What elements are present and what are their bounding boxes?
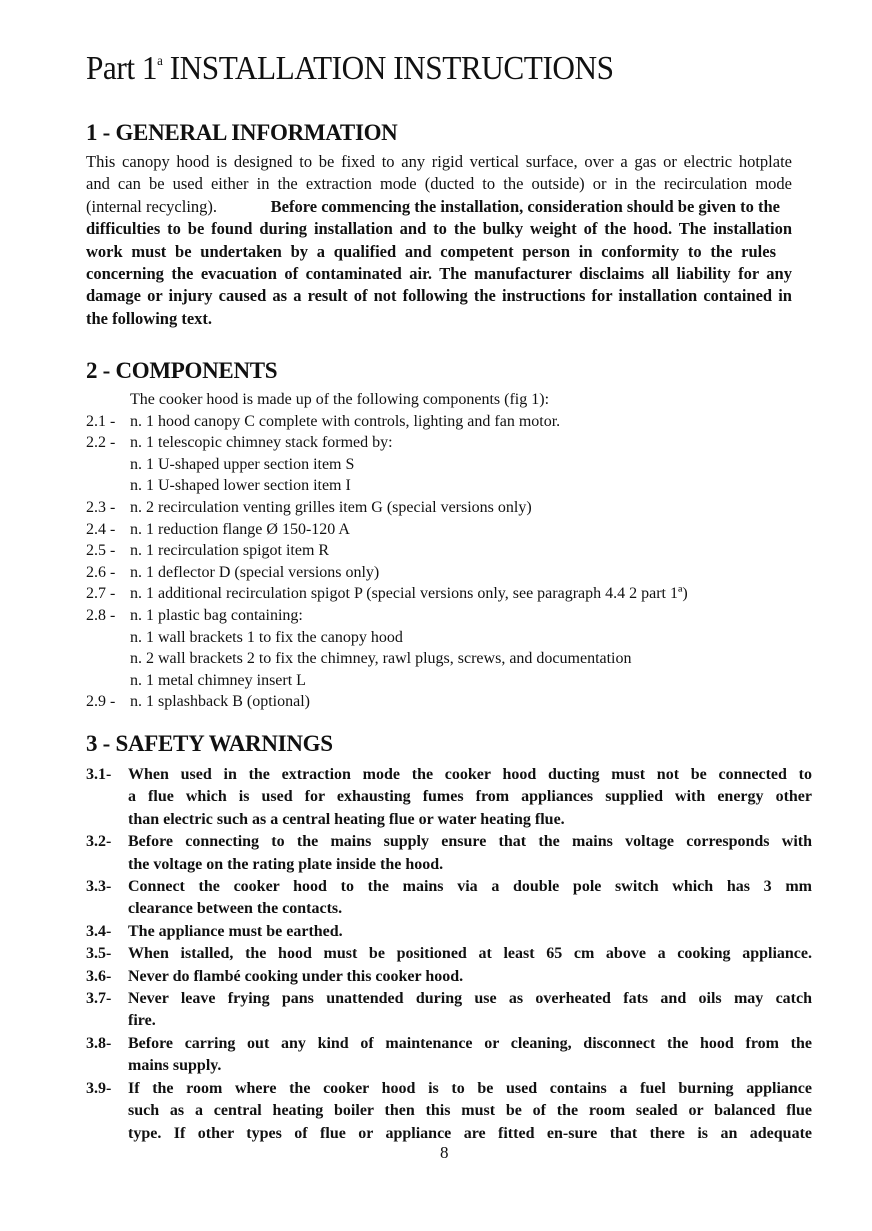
item-number [86,475,130,497]
text-line: difficulties to be found during installation and to the bulky weight of the hood. The installation [86,219,792,239]
item-text: n. 1 plastic bag containing: [130,606,303,624]
item-text: n. 2 recirculation venting grilles item G (special versions only) [130,498,532,516]
text-line: and can be used either in the extraction mode (ducted to the outside) or in the recirculation mode [86,174,792,194]
item-number [86,454,130,476]
text-line: clearance between the contacts. [128,900,343,918]
item-number: 3.9- [86,1079,112,1097]
item-number: 2.4 - [86,520,116,538]
item-number: 3.8- [86,1034,112,1052]
safety-warning-item [86,943,812,965]
component-item [86,627,688,649]
page-number: 8 [440,1143,449,1162]
item-text [128,764,812,831]
text-span: Before commencing the installation, consideration should be given to the [270,196,780,216]
section-heading-general-information: 1 - GENERAL INFORMATION [86,120,398,145]
text-line: fire. [128,1012,156,1030]
text-line: the voltage on the rating plate inside the hood. [128,855,444,873]
item-text [128,876,812,921]
item-text: n. 1 additional recirculation spigot P (special versions only, see paragraph 4.4 2 part 1ª) [130,585,688,603]
section-heading-components: 2 - COMPONENTS [86,358,278,383]
text-line: the following text. [86,308,213,328]
item-number: 2.2 - [86,434,116,452]
component-item [86,583,688,605]
safety-warning-item [86,1078,812,1145]
safety-warnings-list [86,764,812,1145]
text-line: Connect the cooker hood to the mains via a double pole switch which has 3 mm [128,878,812,896]
item-number: 3.4- [86,922,112,940]
safety-warning-item [86,988,812,1033]
text-line: work must be undertaken by a qualified and competent person in conformity to the rules [86,241,776,261]
item-text: n. 1 U-shaped lower section item I [130,477,351,495]
item-number: 2.5 - [86,542,116,560]
safety-warning-item [86,966,812,988]
safety-warning-item [86,764,812,831]
item-number [86,627,130,649]
text-line: This canopy hood is designed to be fixed to any rigid vertical surface, over a gas or electric hotplate [86,152,792,171]
section-heading-safety-warnings: 3 - SAFETY WARNINGS [86,731,333,756]
item-number: 3.6- [86,967,112,985]
page-title [86,50,614,88]
component-item [86,432,688,454]
text-line: concerning the evacuation of contaminated air. The manufacturer disclaims all liability for any [86,264,792,284]
safety-warning-item [86,1033,812,1078]
text-line: Never leave frying pans unattended during use as overheated fats and oils may catch [128,990,812,1008]
component-item [86,540,688,562]
part-superscript: a [157,54,163,69]
component-item [86,497,688,519]
text-line: Never do flambé cooking under this cooker hood. [128,967,464,985]
text-line: a flue which is used for exhausting fumes from appliances supplied with energy other [128,788,812,806]
component-item [86,562,688,584]
item-number: 3.1- [86,766,112,783]
item-text [128,943,812,965]
component-item [86,691,688,713]
component-item [86,605,688,627]
components-intro: The cooker hood is made up of the following components (fig 1): [130,391,550,408]
item-text: n. 1 reduction flange Ø 150-120 A [130,520,350,538]
text-line: Before carring out any kind of maintenance or cleaning, disconnect the hood from the [128,1034,812,1052]
item-number: 2.6 - [86,563,116,581]
item-text: n. 1 hood canopy C complete with controls, lighting and fan motor. [130,412,561,430]
title-text: INSTALLATION INSTRUCTIONS [169,50,614,87]
item-text [128,831,812,876]
text-line: such as a central heating boiler then this must be of the room sealed or balanced flue [128,1102,812,1120]
text-span: (internal recycling). [86,196,218,216]
item-text: n. 1 wall brackets 1 to fix the canopy hood [130,628,403,646]
item-text: n. 1 splashback B (optional) [130,693,310,711]
text-line: type. If other types of flue or appliance are fitted en-sure that there is an adequate [128,1124,812,1142]
item-number [86,670,130,692]
item-text [128,1033,812,1078]
item-text: n. 1 deflector D (special versions only) [130,563,380,581]
safety-warning-item [86,876,812,921]
item-number: 2.9 - [86,693,116,711]
component-item [86,519,688,541]
item-text: n. 1 telescopic chimney stack formed by: [130,434,393,452]
item-text: n. 1 U-shaped upper section item S [130,455,355,473]
item-number: 3.2- [86,833,112,851]
part-label: Part 1 [86,50,158,87]
text-line: The appliance must be earthed. [128,922,343,940]
safety-warning-item [86,921,812,943]
item-text: n. 2 wall brackets 2 to fix the chimney, rawl plugs, screws, and documentation [130,650,632,668]
text-line: damage or injury caused as a result of not following the instructions for installation contained in [86,286,792,306]
text-line: If the room where the cooker hood is to be used contains a fuel burning appliance [128,1079,812,1097]
item-number: 2.3 - [86,498,116,516]
text-line: Before connecting to the mains supply ensure that the mains voltage corresponds with [128,833,812,851]
text-line: When istalled, the hood must be positioned at least 65 cm above a cooking appliance. [128,945,812,963]
item-number: 2.8 - [86,606,116,624]
item-text: n. 1 metal chimney insert L [130,671,306,689]
item-number: 3.3- [86,878,112,896]
item-text [128,988,812,1033]
text-line: When used in the extraction mode the cooker hood ducting must not be connected to [128,766,812,783]
item-number: 2.1 - [86,412,116,430]
component-item [86,648,688,670]
item-number: 2.7 - [86,585,116,603]
item-text [128,966,812,988]
text-line: than electric such as a central heating flue or water heating flue. [128,810,565,828]
component-item [86,670,688,692]
text-line [86,196,780,218]
component-item [86,411,688,433]
component-item [86,475,688,497]
item-number: 3.5- [86,945,112,963]
item-text: n. 1 recirculation spigot item R [130,542,330,560]
components-list [86,389,688,713]
safety-warning-item [86,831,812,876]
item-number [86,648,130,670]
item-text [128,1078,812,1145]
general-information-paragraph [86,151,792,330]
item-text [128,921,812,943]
text-line: mains supply. [128,1057,222,1075]
component-item [86,454,688,476]
item-number: 3.7- [86,990,112,1008]
